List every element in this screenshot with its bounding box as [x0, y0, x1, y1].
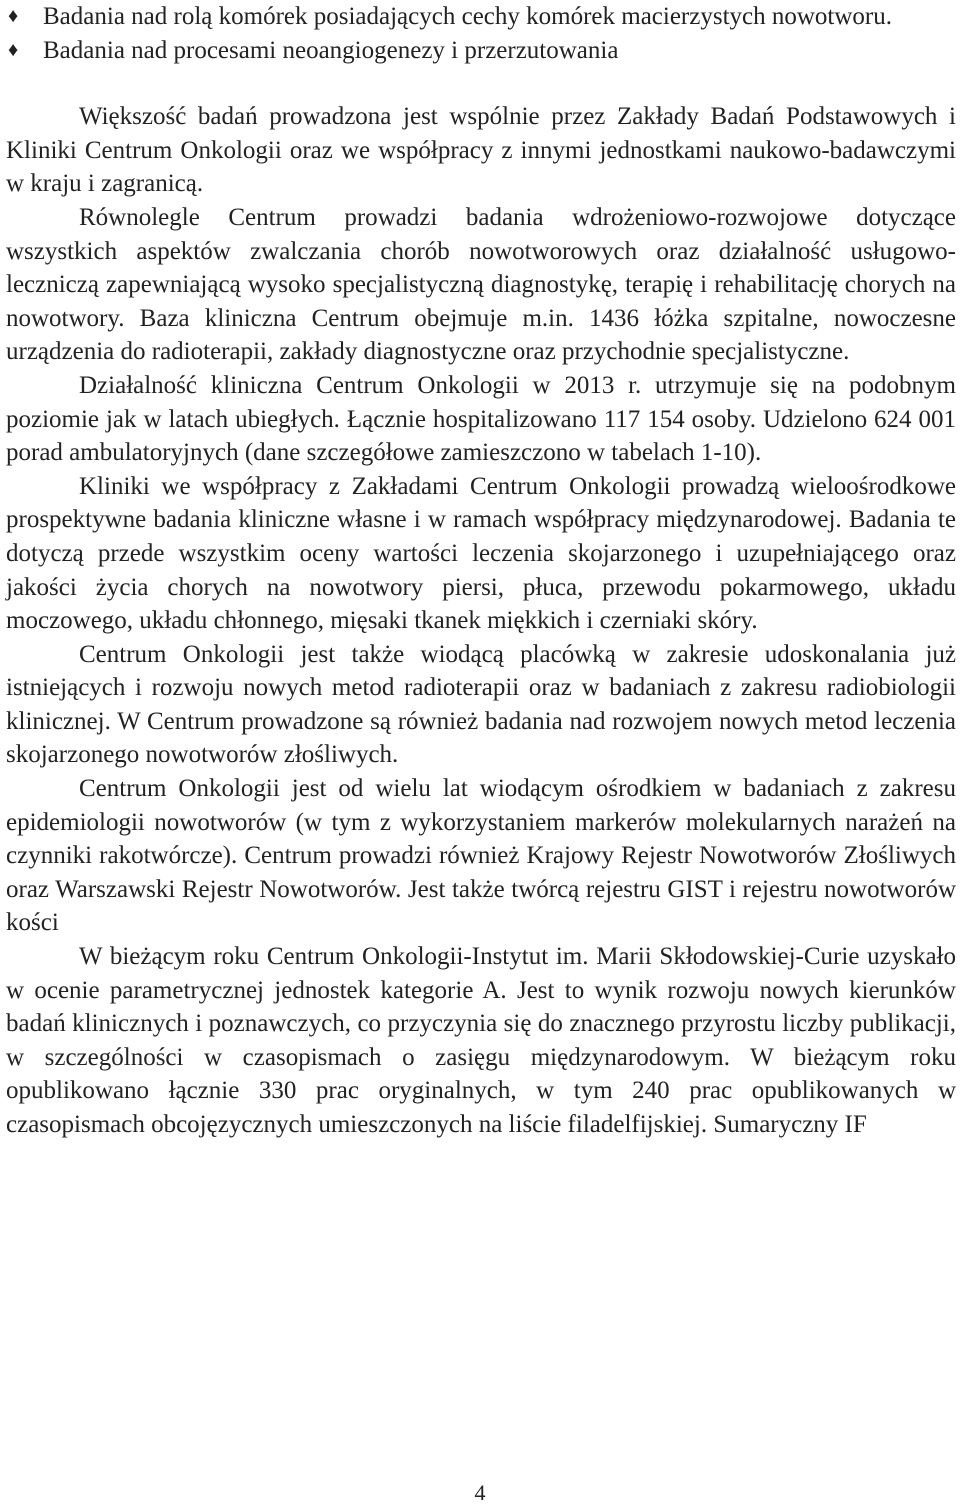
bullet-item — [6, 34, 956, 68]
bullet-item — [6, 0, 956, 34]
paragraph: Równolegle Centrum prowadzi badania wdrożeniowo-rozwojowe dotyczące wszystkich aspektów zwalczania chorób nowotworowych oraz działalność usługowo-leczniczą zapewniającą wysoko specjalistyczną diagnostykę, terapię i rehabilitację chorych na nowotwory. Baza kliniczna Centrum obejmuje m.in. 1436 łóżka szpitalne, nowoczesne urządzenia do radioterapii, zakłady diagnostyczne oraz przychodnie specjalistyczne. — [6, 203, 956, 366]
bullet-text: Badania nad rolą komórek posiadających cechy komórek macierzystych nowotworu. — [43, 3, 892, 30]
paragraph: Działalność kliniczna Centrum Onkologii w 2013 r. utrzymuje się na podobnym poziomie jak w latach ubiegłych. Łącznie hospitalizowano 117 154 osoby. Udzielono 624 001 porad ambulatoryjnych (dane szczegółowe zamieszczono w tabelach 1-10). — [6, 371, 956, 467]
diamond-bullet-icon: ♦ — [8, 5, 19, 27]
paragraph: Centrum Onkologii jest także wiodącą placówką w zakresie udoskonalania już istniejących i rozwoju nowych metod radioterapii oraz w badaniach z zakresu radiobiologii klinicznej. W Centrum prowadzone są również badania nad rozwojem nowych metod leczenia skojarzonego nowotworów złośliwych. — [6, 640, 956, 769]
paragraph: W bieżącym roku Centrum Onkologii-Instytut im. Marii Skłodowskiej-Curie uzyskało w ocenie parametrycznej jednostek kategorie A. Jest to wynik rozwoju nowych kierunków badań klinicznych i poznawczych, co przyczynia się do znacznego przyrostu liczby publikacji, w szczególności w czasopismach o zasięgu międzynarodowym. W bieżącym roku opublikowano łącznie 330 prac oryginalnych, w tym 240 prac opublikowanych w czasopismach obcojęzycznych umieszczonych na liście filadelfijskiej. Sumaryczny IF — [6, 943, 956, 1138]
paragraph: Centrum Onkologii jest od wielu lat wiodącym ośrodkiem w badaniach z zakresu epidemiologii nowotworów (w tym z wykorzystaniem markerów molekularnych narażeń na czynniki rakotwórcze). Centrum prowadzi również Krajowy Rejestr Nowotworów Złośliwych oraz Warszawski Rejestr Nowotworów. Jest także twórcą rejestru GIST i rejestru nowotworów kości — [6, 775, 956, 937]
diamond-bullet-icon: ♦ — [8, 38, 19, 61]
document-body — [6, 0, 956, 1142]
page-number: 4 — [474, 1480, 486, 1505]
paragraph: Większość badań prowadzona jest wspólnie przez Zakłady Badań Podstawowych i Kliniki Centrum Onkologii oraz we współpracy z innymi jednostkami naukowo-badawczymi w kraju i zagranicą. — [6, 103, 956, 198]
bullet-text: Badania nad procesami neoangiogenezy i przerzutowania — [43, 36, 619, 64]
paragraph: Kliniki we współpracy z Zakładami Centrum Onkologii prowadzą wieloośrodkowe prospektywne badania kliniczne własne i w ramach współpracy międzynarodowej. Badania te dotyczą przede wszystkim oceny wartości leczenia skojarzonego i uzupełniającego oraz jakości życia chorych na nowotwory piersi, płuca, przewodu pokarmowego, układu moczowego, układu chłonnego, mięsaki tkanek miękkich i czerniaki skóry. — [6, 472, 956, 635]
